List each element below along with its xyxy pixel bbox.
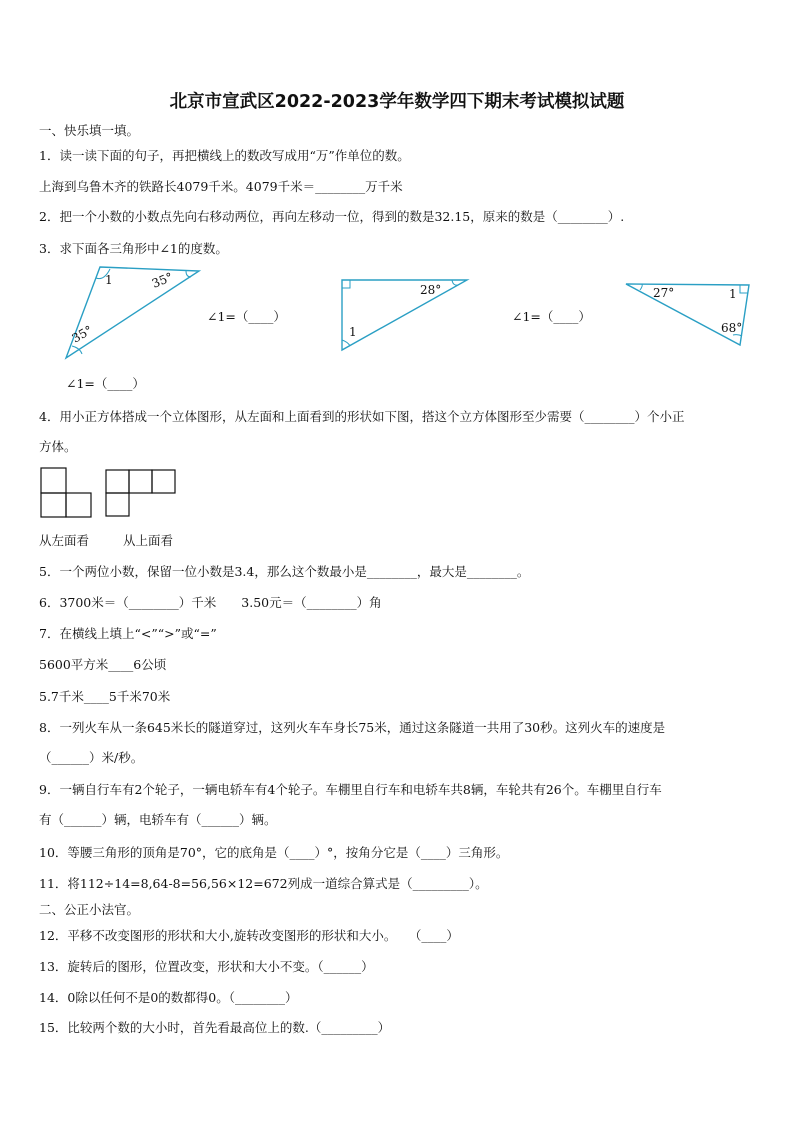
left-view-grid [41, 468, 91, 517]
label-left-view: 从左面看 [39, 533, 90, 548]
question-5: 5．一个两位小数，保留一位小数是3.4，那么这个数最小是________，最大是________。 [39, 564, 530, 579]
question-15: 15．比较两个数的大小时，首先看最高位上的数.（_________） [39, 1020, 391, 1035]
question-3: 3．求下面各三角形中∠1的度数。 [39, 241, 228, 256]
question-6: 6．3700米＝（________）千米 3.50元＝（________）角 [39, 595, 382, 610]
question-7-b: 5.7千米____5千米70米 [39, 689, 171, 704]
question-8-cont: （______）米/秒。 [39, 750, 144, 765]
question-1-line: 上海到乌鲁木齐的铁路长4079千米。4079千米＝________万千米 [39, 179, 403, 194]
question-12: 12．平移不改变图形的形状和大小,旋转改变图形的形状和大小。 （____） [39, 928, 459, 943]
question-7-a: 5600平方米____6公顷 [39, 657, 167, 672]
question-2: 2．把一个小数的小数点先向右移动两位，再向左移动一位，得到的数是32.15，原来的数是（________）. [39, 209, 625, 224]
triangle-figures [0, 260, 794, 370]
triangle-2-label-b: 1 [349, 325, 357, 339]
triangle-1-label-a: 1 [105, 273, 113, 287]
section-heading-2: 二、公正小法官。 [39, 902, 140, 917]
question-13: 13．旋转后的图形，位置改变，形状和大小不变。（______） [39, 959, 374, 974]
question-9-cont: 有（______）辆，电轿车有（______）辆。 [39, 812, 277, 827]
question-4: 4．用小正方体搭成一个立体图形，从左面和上面看到的形状如下图，搭这个立方体图形至少需要（________）个小正 [39, 409, 685, 424]
question-14: 14．0除以任何不是0的数都得0。（________） [39, 990, 298, 1005]
question-9: 9．一辆自行车有2个轮子，一辆电轿车有4个轮子。车棚里自行车和电轿车共8辆，车轮共有26个。车棚里自行车 [39, 782, 662, 797]
triangle-1-label-b: 35° [149, 269, 175, 291]
answer-triangle-1: ∠1=（____） [66, 376, 145, 391]
question-11: 11．将112÷14=8,64-8=56,56×12=672列成一道综合算式是（_________）。 [39, 876, 488, 891]
answer-triangle-3: ∠1=（____） [512, 309, 591, 324]
triangle-3-label-c: 68° [721, 321, 743, 335]
answer-triangle-2: ∠1=（____） [207, 309, 286, 324]
question-10: 10．等腰三角形的顶角是70°，它的底角是（____）°，按角分它是（____）三角形。 [39, 845, 509, 860]
question-4-cont: 方体。 [39, 439, 77, 454]
triangle-1 [66, 267, 199, 358]
triangle-3-label-b: 1 [729, 287, 737, 301]
page-title: 北京市宣武区2022-2023学年数学四下期末考试模拟试题 [169, 92, 625, 112]
question-7: 7．在横线上填上“<”“>”或“=” [39, 626, 217, 641]
triangle-3 [626, 284, 749, 345]
section-heading-1: 一、快乐填一填。 [39, 123, 140, 138]
triangle-2-label-a: 28° [420, 283, 442, 297]
cube-views [0, 462, 200, 522]
question-8: 8．一列火车从一条645米长的隧道穿过，这列火车车身长75米，通过这条隧道一共用了30秒。这列火车的速度是 [39, 720, 666, 735]
question-1: 1．读一读下面的句子，再把横线上的数改写成用“万”作单位的数。 [39, 148, 410, 163]
top-view-grid [106, 470, 175, 516]
triangle-2 [342, 280, 467, 350]
label-top-view: 从上面看 [123, 533, 174, 548]
triangle-3-label-a: 27° [653, 286, 675, 300]
triangle-1-label-c: 35° [69, 322, 95, 346]
